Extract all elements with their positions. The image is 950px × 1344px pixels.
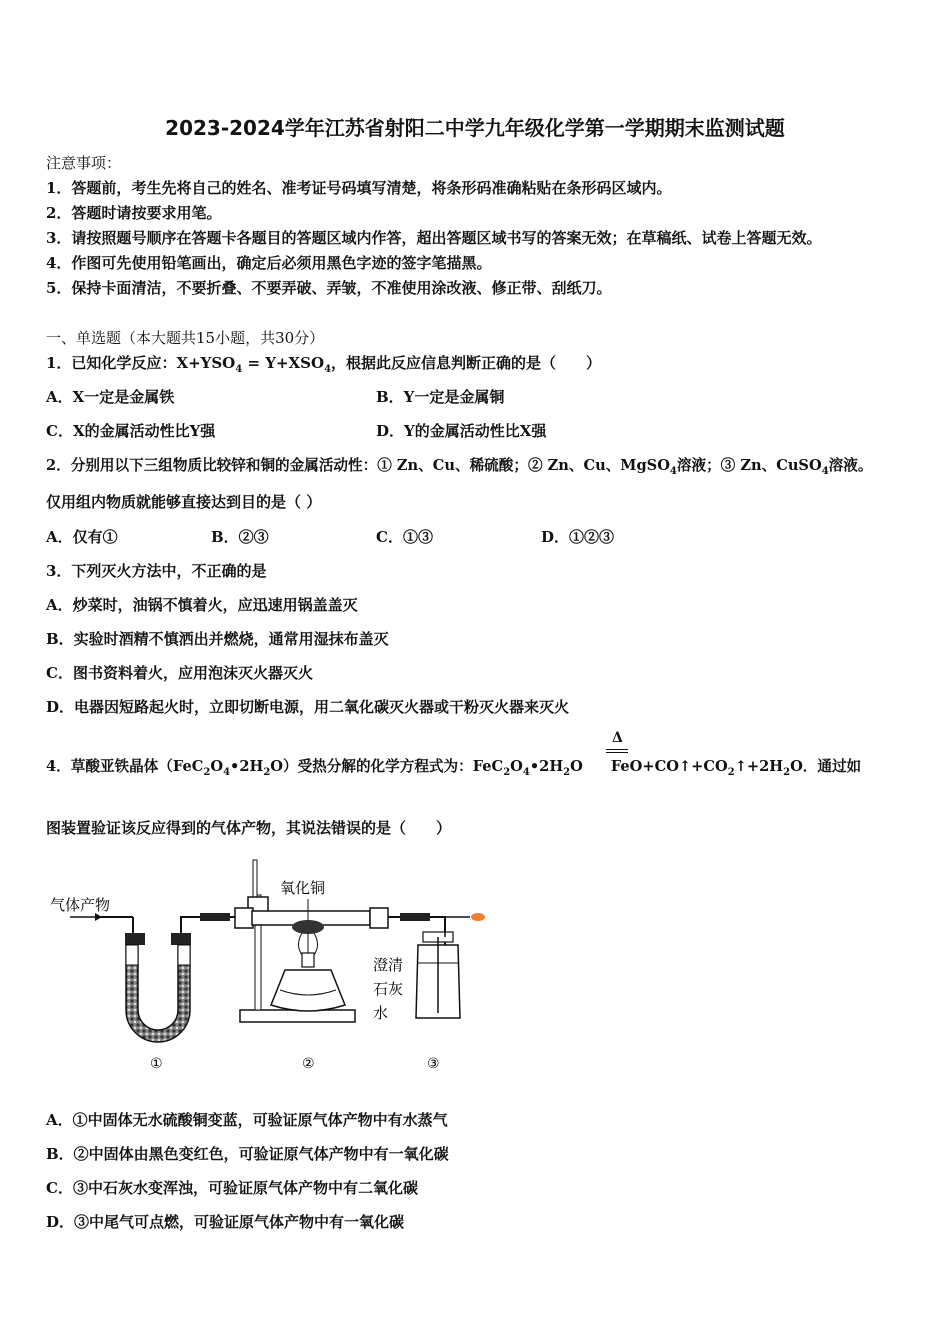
figure-number-1: ① (150, 1056, 163, 1072)
notice-item-5: 5．保持卡面清洁，不要折叠、不要弄破、弄皱，不准使用涂改液、修正带、刮纸刀。 (46, 279, 612, 297)
question-2-stem-2: 仅用组内物质就能够直接达到目的是（ ） (46, 493, 322, 511)
apparatus-figure (40, 855, 500, 1080)
question-1-option-d[interactable]: D．Y的金属活动性比X强 (376, 422, 547, 440)
question-1-stem: 1．已知化学反应：$X+YSO_4 = Y+XSO_4$，根据此反应信息判断正确的是（ ） (46, 354, 602, 375)
question-1-option-c[interactable]: C．X的金属活动性比Y强 (46, 422, 216, 440)
limewater-label-3: 水 (373, 1004, 389, 1022)
figure-number-2: ② (302, 1056, 315, 1072)
gas-product-label: 气体产物 (50, 896, 111, 914)
question-2-option-a[interactable]: A．仅有① (46, 528, 118, 546)
limewater-label-1: 澄清 (373, 956, 404, 974)
question-2-stem: 2．分别用以下三组物质比较锌和铜的金属活动性：① Zn、Cu、稀硫酸；② Zn、Cu、MgSO$_4$溶液；③ Zn、CuSO$_4$溶液。 (46, 457, 873, 477)
section-heading: 一、单选题（本大题共15小题，共30分） (46, 329, 325, 347)
question-1-option-a[interactable]: A．X一定是金属铁 (46, 388, 175, 406)
limewater-label-2: 石灰 (373, 980, 404, 998)
question-3-stem: 3．下列灭火方法中，不正确的是 (46, 562, 267, 580)
question-4-stem-2: 图装置验证该反应得到的气体产物，其说法错误的是（ ） (46, 819, 452, 837)
copper-oxide-label: 氧化铜 (280, 879, 326, 897)
question-2-option-b[interactable]: B．②③ (211, 528, 269, 546)
question-2-option-d[interactable]: D．①②③ (541, 528, 615, 546)
alcohol-lamp (271, 953, 345, 1011)
tail-gas-flame-icon (471, 913, 485, 921)
page-title: 2023-2024学年江苏省射阳二中学九年级化学第一学期期末监测试题 (165, 116, 785, 140)
question-3-option-b[interactable]: B．实验时酒精不慎洒出并燃烧，通常用湿抹布盖灭 (46, 630, 389, 648)
flame (299, 933, 318, 955)
question-3-option-c[interactable]: C．图书资料着火，应用泡沫灭火器灭火 (46, 664, 313, 682)
notice-heading: 注意事项： (46, 154, 122, 172)
question-4-option-b[interactable]: B．②中固体由黑色变红色，可验证原气体产物中有一氧化碳 (46, 1145, 449, 1163)
figure-number-3: ③ (427, 1056, 440, 1072)
question-4-option-d[interactable]: D．③中尾气可点燃，可验证原气体产物中有一氧化碳 (46, 1213, 405, 1231)
notice-item-3: 3．请按照题号顺序在答题卡各题目的答题区域内作答，超出答题区域书写的答案无效；在草稿纸、试卷上答题无效。 (46, 229, 822, 247)
question-4-option-c[interactable]: C．③中石灰水变浑浊，可验证原气体产物中有二氧化碳 (46, 1179, 418, 1197)
notice-item-1: 1．答题前，考生先将自己的姓名、准考证号码填写清楚，将条形码准确粘贴在条形码区域内。 (46, 179, 672, 197)
notice-item-4: 4．作图可先使用铅笔画出，确定后必须用黑色字迹的签字笔描黑。 (46, 254, 492, 272)
wash-bottle (416, 917, 470, 1018)
question-3-option-d[interactable]: D．电器因短路起火时，立即切断电源，用二氧化碳灭火器或干粉灭火器来灭火 (46, 698, 570, 716)
question-3-option-a[interactable]: A．炒菜时，油锅不慎着火，应迅速用锅盖盖灭 (46, 596, 358, 614)
u-tube (125, 933, 191, 1042)
equation-line (606, 752, 628, 753)
notice-item-2: 2．答题时请按要求用笔。 (46, 204, 222, 222)
heat-symbol: Δ (612, 730, 623, 746)
question-4-option-a[interactable]: A．①中固体无水硫酸铜变蓝，可验证原气体产物中有水蒸气 (46, 1111, 448, 1129)
question-4-stem: 4．草酸亚铁晶体$(FeC_2O_4•2H_2O)$受热分解的化学方程式为：$FeC_2O_4•2H_2O$ $FeO+CO↑+CO_2↑+2H_2O$．通过如 (46, 758, 862, 778)
equation-line (606, 749, 628, 750)
question-2-option-c[interactable]: C．①③ (376, 528, 433, 546)
question-1-option-b[interactable]: B．Y一定是金属铜 (376, 388, 505, 406)
